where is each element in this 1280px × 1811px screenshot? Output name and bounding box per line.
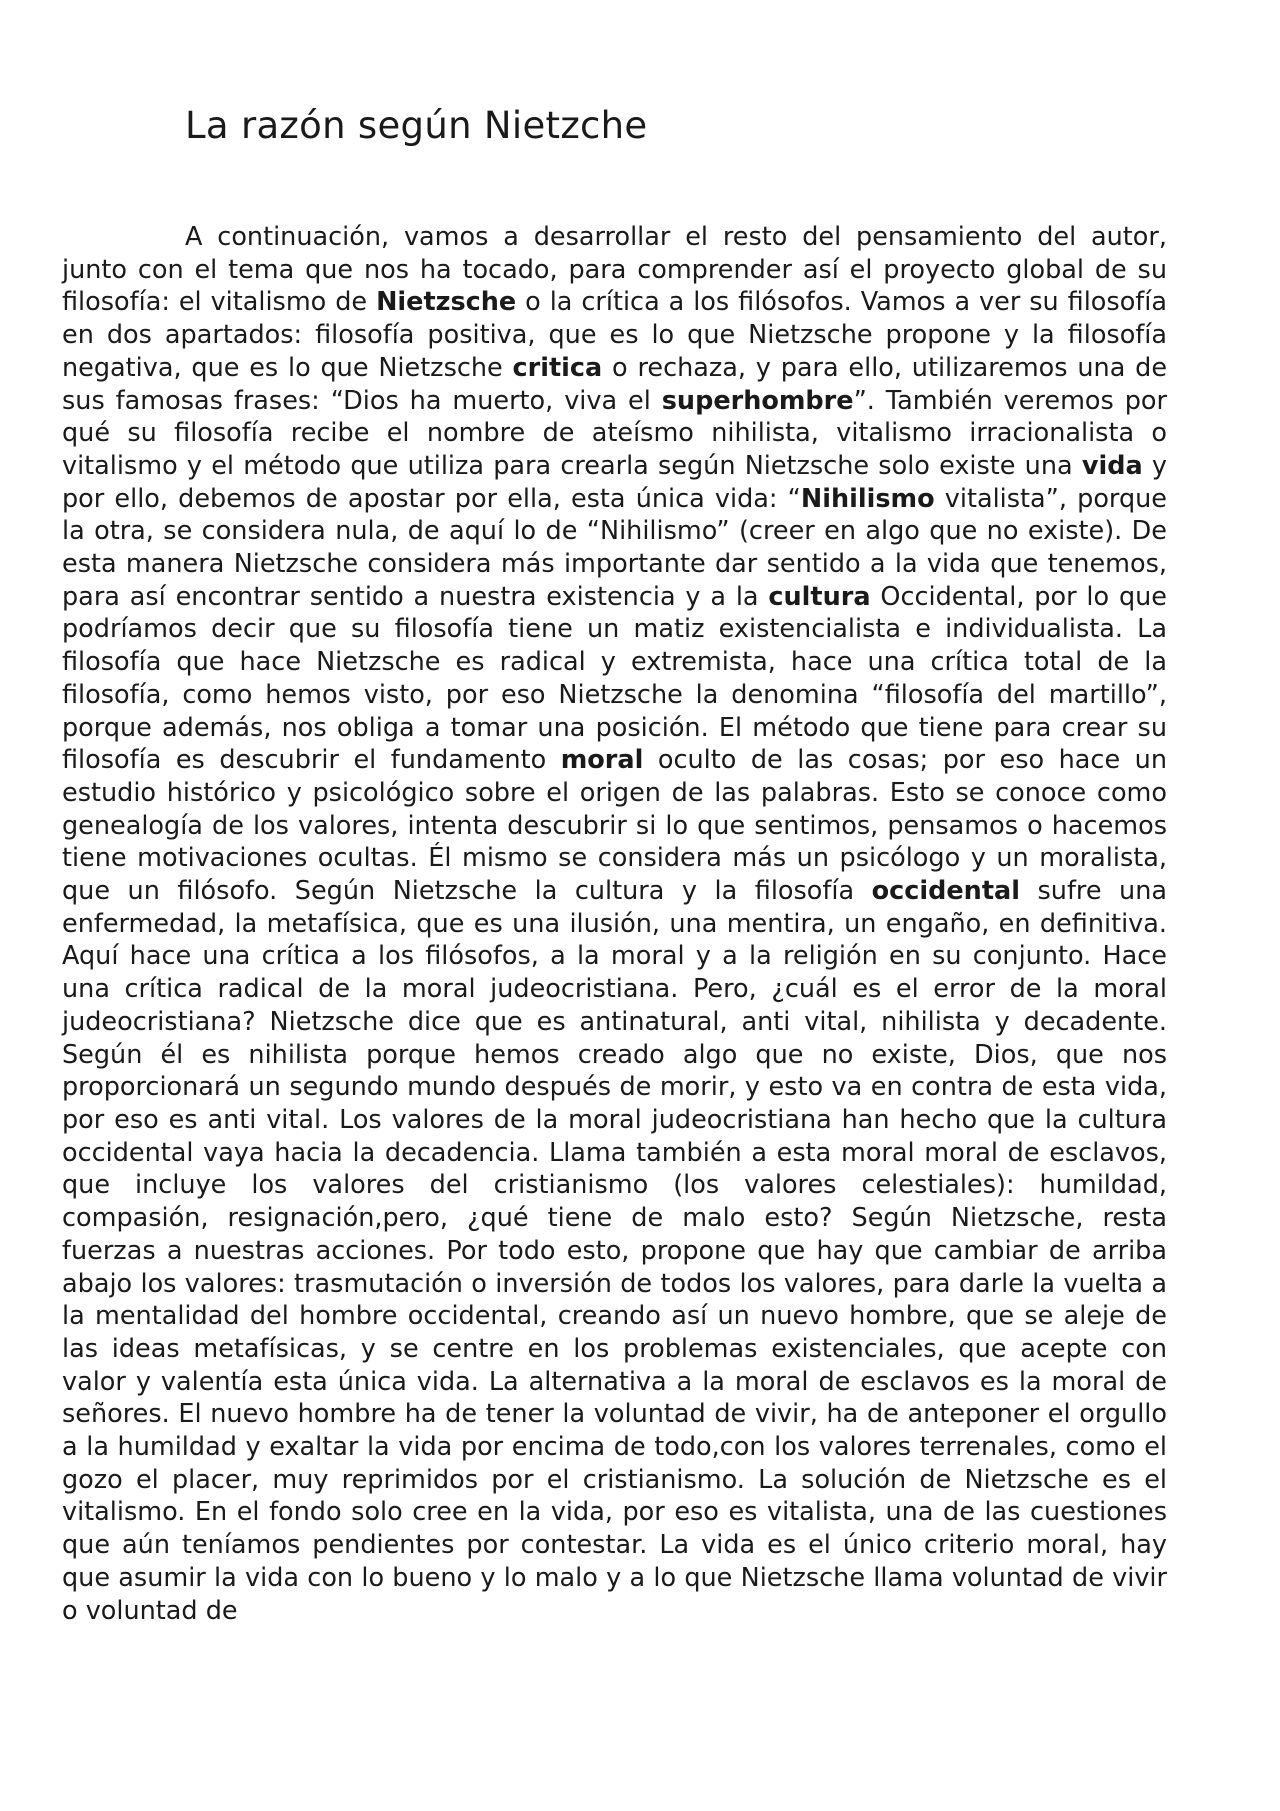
bold-term-cultura: cultura: [768, 581, 871, 612]
body-text-segment: vitalista”, porque la otra, se considera nula, de aquí lo de “Nihilismo” (creer en algo que no existe). De esta manera Nietzsche considera más importante dar sentido a la vida que tenemos, para así encontrar sentido a nuestra existencia y a la: [62, 483, 1167, 612]
bold-term-superhombre: superhombre: [661, 385, 854, 416]
body-text-segment: y por ello, debemos de apostar por ella, esta única vida: “: [62, 450, 1167, 514]
bold-term-nietzsche: Nietzsche: [376, 287, 517, 318]
bold-term-critica: critica: [512, 352, 603, 383]
bold-term-nihilismo: Nihilismo: [800, 483, 935, 514]
bold-term-occidental: occidental: [871, 876, 1020, 907]
body-text-segment: oculto de las cosas; por eso hace un estudio histórico y psicológico sobre el origen de las palabras. Esto se conoce como genealogía de los valores, intenta descubrir si lo que sentimos, pensamos o hacemos tiene motivaciones ocultas. Él mismo se considera más un psicólogo y un moralista, que un filósofo. Según Nietzsche la cultura y la filosofía: [62, 745, 1167, 907]
body-text-segment: o la crítica a los filósofos. Vamos a ver su filosofía en dos apartados: filosofía positiva, que es lo que Nietzsche propone y la filosofía negativa, que es lo que Nietzsche: [62, 287, 1167, 383]
body-text-segment: Occidental, por lo que podríamos decir que su filosofía tiene un matiz existencialista e individualista. La filosofía que hace Nietzsche es radical y extremista, hace una crítica total de la filosofía, como hemos visto, por eso Nietzsche la denomina “filosofía del martillo”, porque además, nos obliga a tomar una posición. El método que tiene para crear su filosofía es descubrir el fundamento: [62, 581, 1167, 776]
body-paragraph: [62, 221, 1167, 1627]
body-text-segment: ”. También veremos por qué su filosofía recibe el nombre de ateísmo nihilista, vitalismo irracionalista o vitalismo y el método que utiliza para crearla según Nietzsche solo existe una: [62, 385, 1168, 481]
body-text-segment: A continuación, vamos a desarrollar el resto del pensamiento del autor, junto con el tema que nos ha tocado, para comprender así el proyecto global de su filosofía: el vitalismo de: [62, 222, 1167, 318]
document-title: La razón según Nietzche: [185, 104, 648, 147]
bold-term-vida: vida: [1081, 450, 1143, 481]
bold-term-moral: moral: [560, 745, 644, 776]
body-text-segment: o rechaza, y para ello, utilizaremos una de sus famosas frases: “Dios ha muerto, viva el: [62, 352, 1168, 416]
body-text-segment: sufre una enfermedad, la metafísica, que es una ilusión, una mentira, un engaño, en definitiva. Aquí hace una crítica a los filósofos, a la moral y a la religión en su conjunto. Hace una crítica radical de la moral judeocristiana. Pero, ¿cuál es el error de la moral judeocristiana? Nietzsche dice que es antinatural, anti vital, nihilista y decadente. Según él es nihilista porque hemos creado algo que no existe, Dios, que nos proporcionará un segundo mundo después de morir, y esto va en contra de esta vida, por eso es anti vital. Los valores de la moral judeocristiana han hecho que la cultura occidental vaya hacia la decadencia. Llama también a esta moral moral de esclavos, que incluye los valores del cristianismo (los valores celestiales): humildad, compasión, resignación,pero, ¿qué tiene de malo esto? Según Nietzsche, resta fuerzas a nuestras acciones. Por todo esto, propone que hay que cambiar de arriba abajo los valores: trasmutación o inversión de todos los valores, para darle la vuelta a la mentalidad del hombre occidental, creando así un nuevo hombre, que se aleje de las ideas metafísicas, y se centre en los problemas existenciales, que acepte con valor y valentía esta única vida. La alternativa a la moral de esclavos es la moral de señores. El nuevo hombre ha de tener la voluntad de vivir, ha de anteponer el orgullo a la humildad y exaltar la vida por encima de todo,con los valores terrenales, como el gozo el placer, muy reprimidos por el cristianismo. La solución de Nietzsche es el vitalismo. En el fondo solo cree en la vida, por eso es vitalista, una de las cuestiones que aún teníamos pendientes por contestar. La vida es el único criterio moral, hay que asumir la vida con lo bueno y lo malo y a lo que Nietzsche llama voluntad de vivir o voluntad de: [62, 876, 1168, 1626]
